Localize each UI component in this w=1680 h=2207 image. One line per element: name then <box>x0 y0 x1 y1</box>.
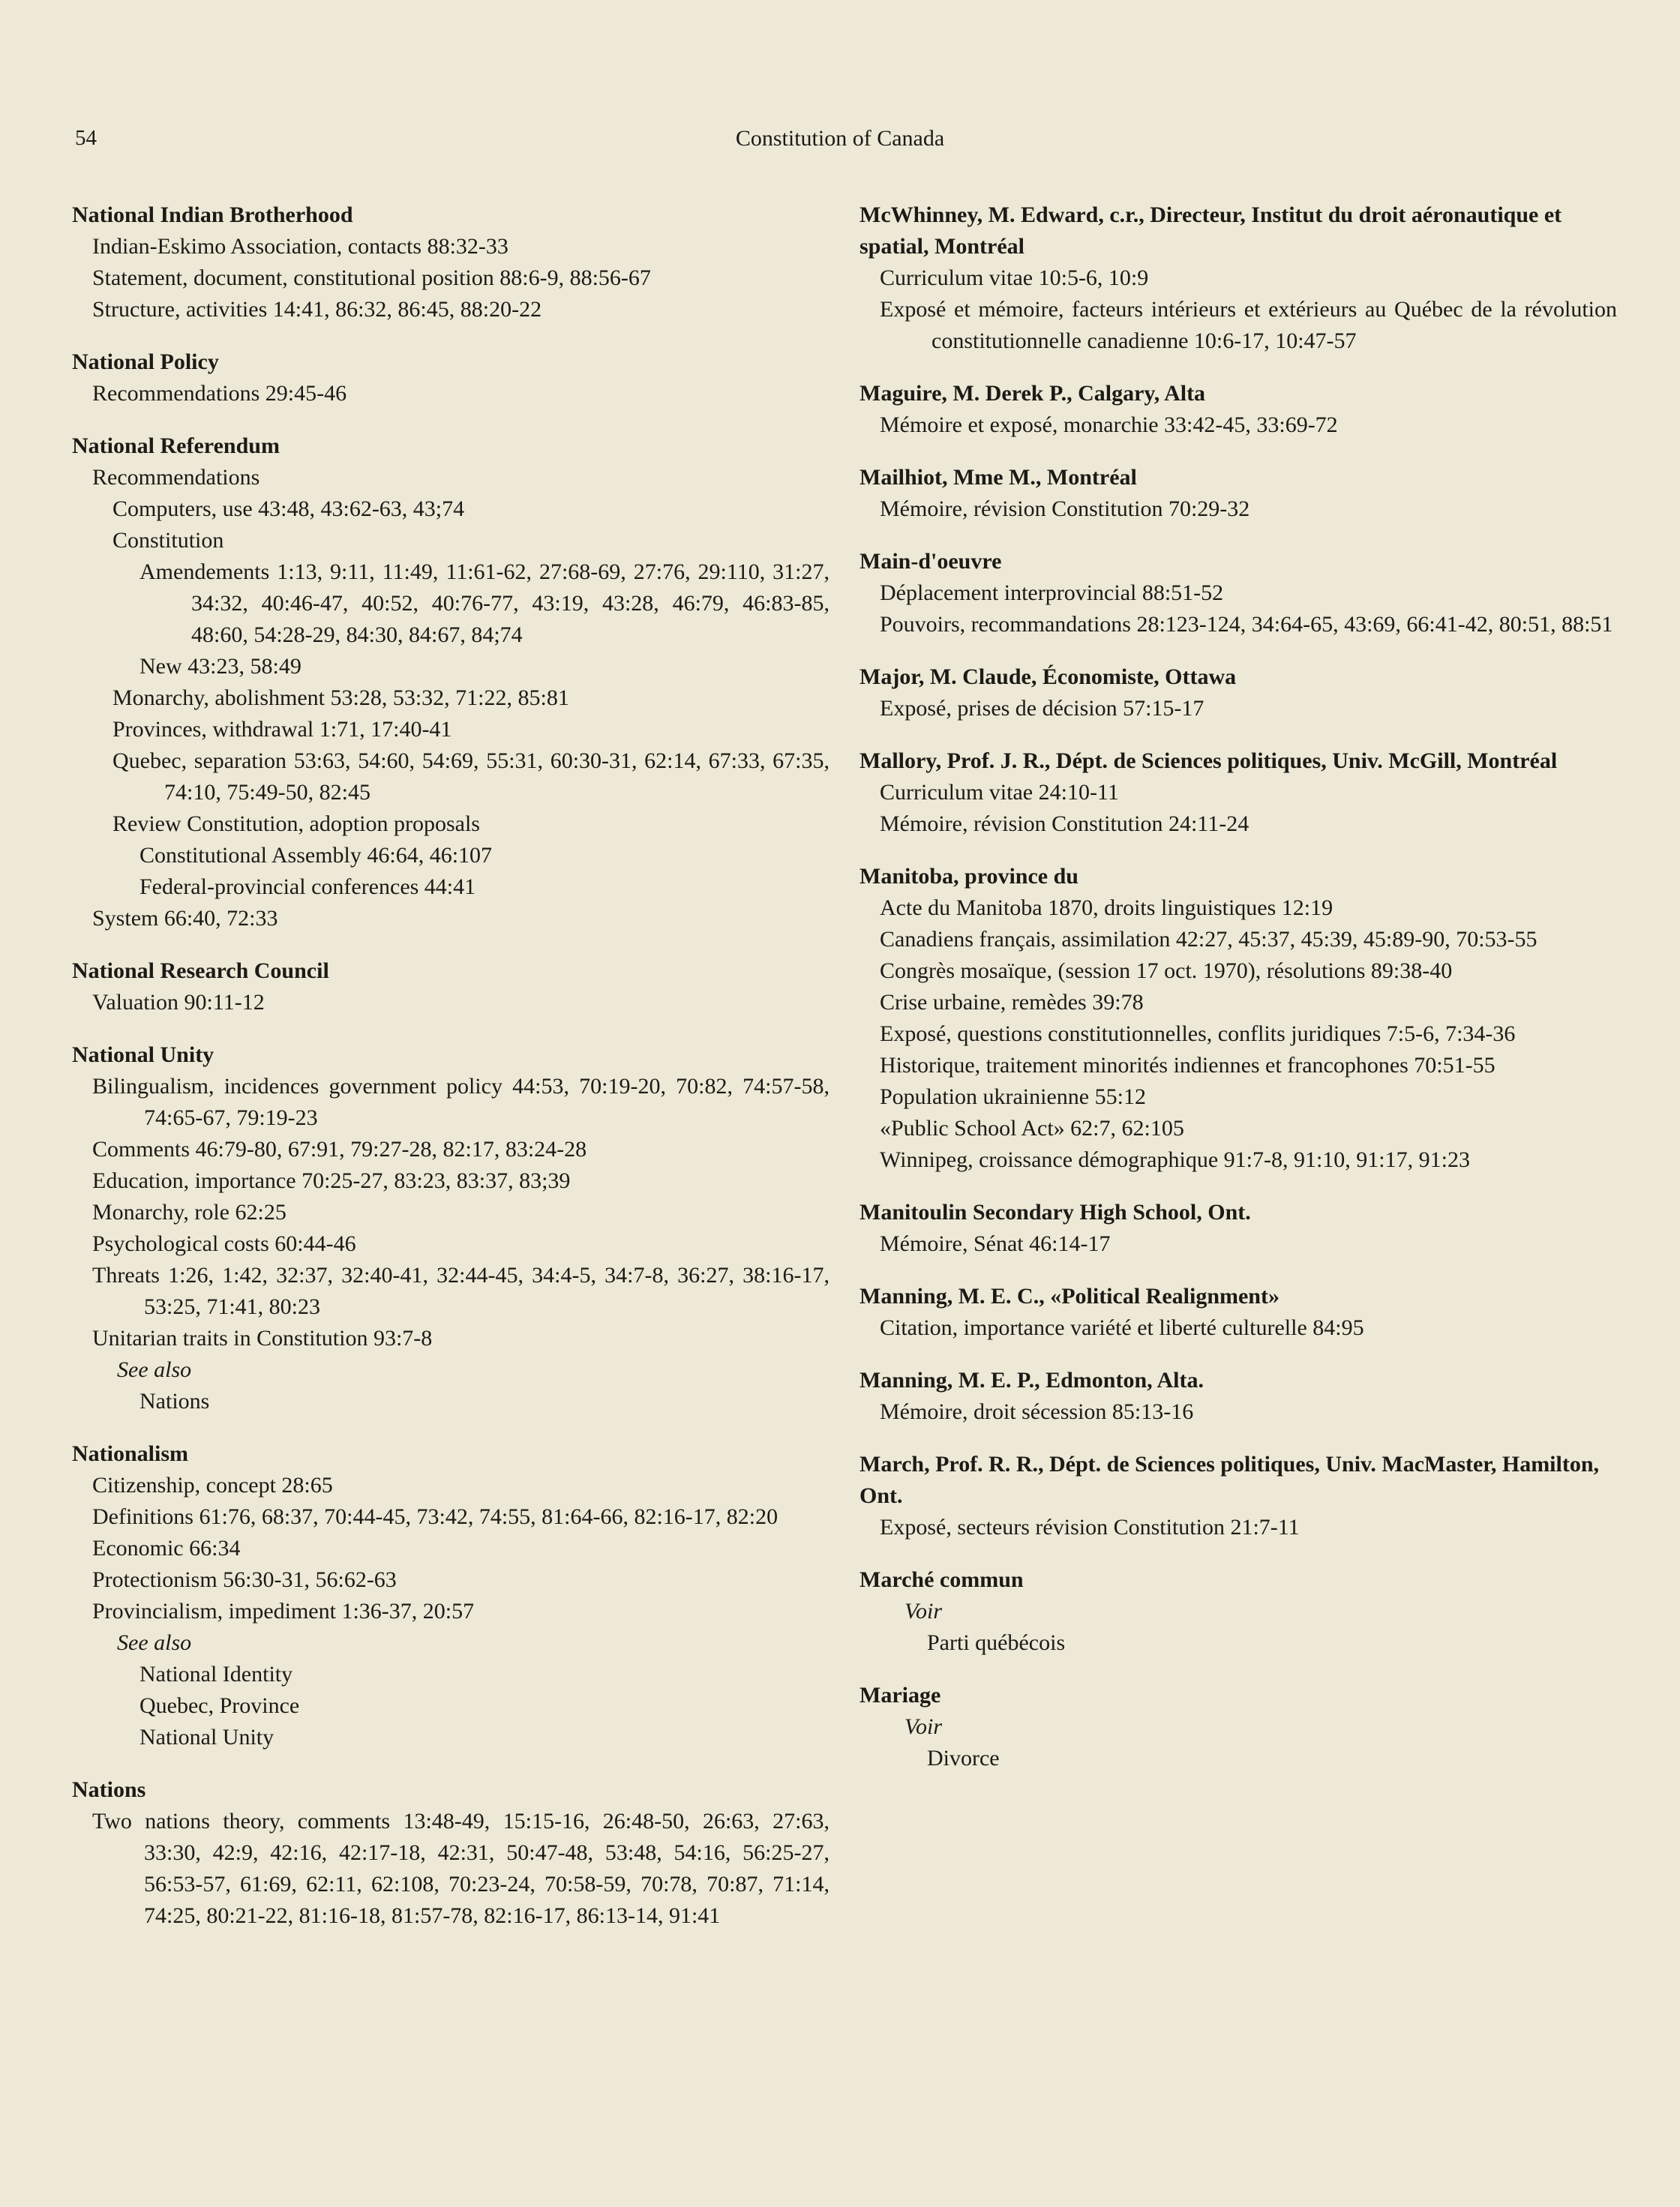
index-entry <box>860 378 1617 441</box>
entry-subheading: New 43:23, 58:49 <box>140 654 302 679</box>
index-entry <box>72 1774 830 1932</box>
entry-subheading: Bilingualism, incidences government policy 44:53, 70:19-20, 70:82, 74:57-58, 74:65-67, 79:19-23 <box>92 1074 830 1130</box>
index-entry <box>860 661 1617 724</box>
entry-subheading: Unitarian traits in Constitution 93:7-8 <box>92 1326 433 1351</box>
entry-heading: Manitoulin Secondary High School, Ont. <box>860 1200 1251 1225</box>
cross-reference: Quebec, Province <box>140 1693 300 1718</box>
index-entry <box>860 1281 1617 1344</box>
entry-subheading: Monarchy, role 62:25 <box>92 1200 286 1225</box>
entry-subheading: Déplacement interprovincial 88:51-52 <box>880 580 1224 605</box>
entry-subheading: Education, importance 70:25-27, 83:23, 83:37, 83;39 <box>92 1168 571 1193</box>
entry-heading: Manitoba, province du <box>860 864 1078 889</box>
entry-heading: Main-d'oeuvre <box>860 549 1002 574</box>
entry-heading: National Policy <box>72 349 219 374</box>
entry-subheading: Statement, document, constitutional position 88:6-9, 88:56-67 <box>92 265 651 290</box>
index-entry <box>72 955 830 1018</box>
entry-heading: National Unity <box>72 1042 214 1067</box>
entry-subheading: Provinces, withdrawal 1:71, 17:40-41 <box>112 717 452 742</box>
index-entry <box>860 462 1617 525</box>
entry-subheading: Federal-provincial conferences 44:41 <box>140 874 476 899</box>
entry-subheading: Pouvoirs, recommandations 28:123-124, 34:64-65, 43:69, 66:41-42, 80:51, 88:51 <box>880 612 1613 637</box>
entry-subheading: Curriculum vitae 10:5-6, 10:9 <box>880 265 1149 290</box>
entry-subheading: Amendements 1:13, 9:11, 11:49, 11:61-62, 27:68-69, 27:76, 29:110, 31:27, 34:32, 40:46-47, 40:52, 40:76-77, 43:19, 43:28, 46:79, 46:83-85, 48:60, 54:28-29, 84:30, 84:67, 84;74 <box>140 559 830 647</box>
entry-subheading: Two nations theory, comments 13:48-49, 15:15-16, 26:48-50, 26:63, 27:63, 33:30, 42:9, 42:16, 42:17-18, 42:31, 50:47-48, 53:48, 54:16, 56:25-27, 56:53-57, 61:69, 62:11, 62:108, 70:23-24, 70:58-59, 70:78, 70:87, 71:14, 74:25, 80:21-22, 81:16-18, 81:57-78, 82:16-17, 86:13-14, 91:41 <box>92 1809 830 1928</box>
entry-subheading: Winnipeg, croissance démographique 91:7-8, 91:10, 91:17, 91:23 <box>880 1147 1470 1172</box>
entry-heading: Maguire, M. Derek P., Calgary, Alta <box>860 381 1206 406</box>
entry-subheading: Acte du Manitoba 1870, droits linguistiques 12:19 <box>880 895 1334 920</box>
entry-subheading: Structure, activities 14:41, 86:32, 86:45, 88:20-22 <box>92 297 542 322</box>
entry-heading: Mallory, Prof. J. R., Dépt. de Sciences politiques, Univ. McGill, Montréal <box>860 748 1558 773</box>
entry-subheading: Mémoire, droit sécession 85:13-16 <box>880 1399 1194 1424</box>
entry-subheading: Review Constitution, adoption proposals <box>112 811 480 836</box>
entry-subheading: Mémoire, révision Constitution 24:11-24 <box>880 811 1250 836</box>
entry-subheading: «Public School Act» 62:7, 62:105 <box>880 1116 1184 1141</box>
entry-subheading: Congrès mosaïque, (session 17 oct. 1970), résolutions 89:38-40 <box>880 958 1453 983</box>
entry-subheading: Monarchy, abolishment 53:28, 53:32, 71:22, 85:81 <box>112 685 569 710</box>
entry-heading: March, Prof. R. R., Dépt. de Sciences politiques, Univ. MacMaster, Hamilton, Ont. <box>860 1452 1600 1508</box>
entry-subheading: Comments 46:79-80, 67:91, 79:27-28, 82:17, 83:24-28 <box>92 1137 587 1162</box>
entry-subheading: Mémoire, Sénat 46:14-17 <box>880 1231 1111 1256</box>
index-entry <box>72 1438 830 1753</box>
index-entry <box>72 430 830 934</box>
cross-reference: Divorce <box>927 1746 1000 1771</box>
see-also-label: See also <box>117 1357 192 1382</box>
see-also-label: Voir <box>904 1714 943 1739</box>
entry-subheading: Recommendations <box>92 465 260 490</box>
see-also-label: Voir <box>904 1599 943 1624</box>
entry-subheading: Psychological costs 60:44-46 <box>92 1231 356 1256</box>
index-entry <box>860 546 1617 640</box>
entry-subheading: Mémoire, révision Constitution 70:29-32 <box>880 496 1250 521</box>
entry-subheading: Citation, importance variété et liberté culturelle 84:95 <box>880 1315 1364 1340</box>
entry-subheading: Quebec, separation 53:63, 54:60, 54:69, 55:31, 60:30-31, 62:14, 67:33, 67:35, 74:10, 75:49-50, 82:45 <box>112 748 830 805</box>
entry-subheading: Crise urbaine, remèdes 39:78 <box>880 990 1144 1015</box>
cross-reference: National Identity <box>140 1662 293 1687</box>
entry-subheading: Exposé, secteurs révision Constitution 21:7-11 <box>880 1515 1300 1540</box>
index-entry <box>860 1365 1617 1428</box>
index-entry <box>860 1564 1617 1659</box>
entry-subheading: Recommendations 29:45-46 <box>92 381 347 406</box>
entry-subheading: Exposé et mémoire, facteurs intérieurs et extérieurs au Québec de la révolution constitutionnelle canadienne 10:6-17, 10:47-57 <box>880 297 1617 353</box>
entry-subheading: Indian-Eskimo Association, contacts 88:32-33 <box>92 234 508 259</box>
entry-subheading: Threats 1:26, 1:42, 32:37, 32:40-41, 32:44-45, 34:4-5, 34:7-8, 36:27, 38:16-17, 53:25, 71:41, 80:23 <box>92 1263 830 1319</box>
entry-subheading: Provincialism, impediment 1:36-37, 20:57 <box>92 1599 475 1624</box>
index-entry <box>72 346 830 409</box>
see-also-label: See also <box>117 1630 192 1655</box>
entry-heading: Nations <box>72 1777 146 1802</box>
cross-reference: Nations <box>140 1389 210 1414</box>
entry-heading: Marché commun <box>860 1567 1024 1592</box>
entry-subheading: Mémoire et exposé, monarchie 33:42-45, 33:69-72 <box>880 412 1338 437</box>
entry-subheading: System 66:40, 72:33 <box>92 906 278 931</box>
entry-heading: National Referendum <box>72 433 280 458</box>
entry-heading: National Indian Brotherhood <box>72 202 353 227</box>
entry-subheading: Constitutional Assembly 46:64, 46:107 <box>140 843 493 868</box>
entry-heading: Nationalism <box>72 1441 189 1466</box>
entry-heading: Major, M. Claude, Économiste, Ottawa <box>860 664 1237 689</box>
entry-subheading: Constitution <box>112 528 224 553</box>
entry-heading: National Research Council <box>72 958 329 983</box>
index-entry <box>860 1449 1617 1543</box>
cross-reference: Parti québécois <box>927 1630 1066 1655</box>
entry-subheading: Population ukrainienne 55:12 <box>880 1084 1146 1109</box>
entry-subheading: Definitions 61:76, 68:37, 70:44-45, 73:42, 74:55, 81:64-66, 82:16-17, 82:20 <box>92 1504 778 1529</box>
entry-heading: Mailhiot, Mme M., Montréal <box>860 465 1137 490</box>
entry-subheading: Computers, use 43:48, 43:62-63, 43;74 <box>112 496 465 521</box>
entry-subheading: Economic 66:34 <box>92 1536 241 1561</box>
index-entry <box>860 745 1617 840</box>
entry-subheading: Historique, traitement minorités indiennes et francophones 70:51-55 <box>880 1053 1496 1078</box>
entry-subheading: Canadiens français, assimilation 42:27, 45:37, 45:39, 45:89-90, 70:53-55 <box>880 927 1538 952</box>
cross-reference: National Unity <box>140 1725 274 1750</box>
index-entry <box>860 1680 1617 1774</box>
index-entry <box>860 861 1617 1176</box>
entry-subheading: Protectionism 56:30-31, 56:62-63 <box>92 1567 397 1592</box>
index-entry <box>860 199 1617 357</box>
entry-subheading: Curriculum vitae 24:10-11 <box>880 780 1119 805</box>
index-column-left <box>72 199 830 1953</box>
entry-subheading: Citizenship, concept 28:65 <box>92 1473 333 1498</box>
entry-subheading: Exposé, prises de décision 57:15-17 <box>880 696 1204 721</box>
entry-heading: McWhinney, M. Edward, c.r., Directeur, Institut du droit aéronautique et spatial, Montréal <box>860 202 1562 259</box>
index-entry <box>72 1039 830 1417</box>
index-entry <box>72 199 830 325</box>
entry-subheading: Exposé, questions constitutionnelles, conflits juridiques 7:5-6, 7:34-36 <box>880 1021 1516 1046</box>
entry-heading: Manning, M. E. P., Edmonton, Alta. <box>860 1368 1204 1393</box>
index-column-right <box>860 199 1617 1795</box>
entry-heading: Manning, M. E. C., «Political Realignment» <box>860 1284 1280 1309</box>
entry-heading: Mariage <box>860 1683 941 1708</box>
entry-subheading: Valuation 90:11-12 <box>92 990 265 1015</box>
running-head: Constitution of Canada <box>735 126 945 151</box>
index-entry <box>860 1197 1617 1260</box>
page-number: 54 <box>75 126 97 150</box>
